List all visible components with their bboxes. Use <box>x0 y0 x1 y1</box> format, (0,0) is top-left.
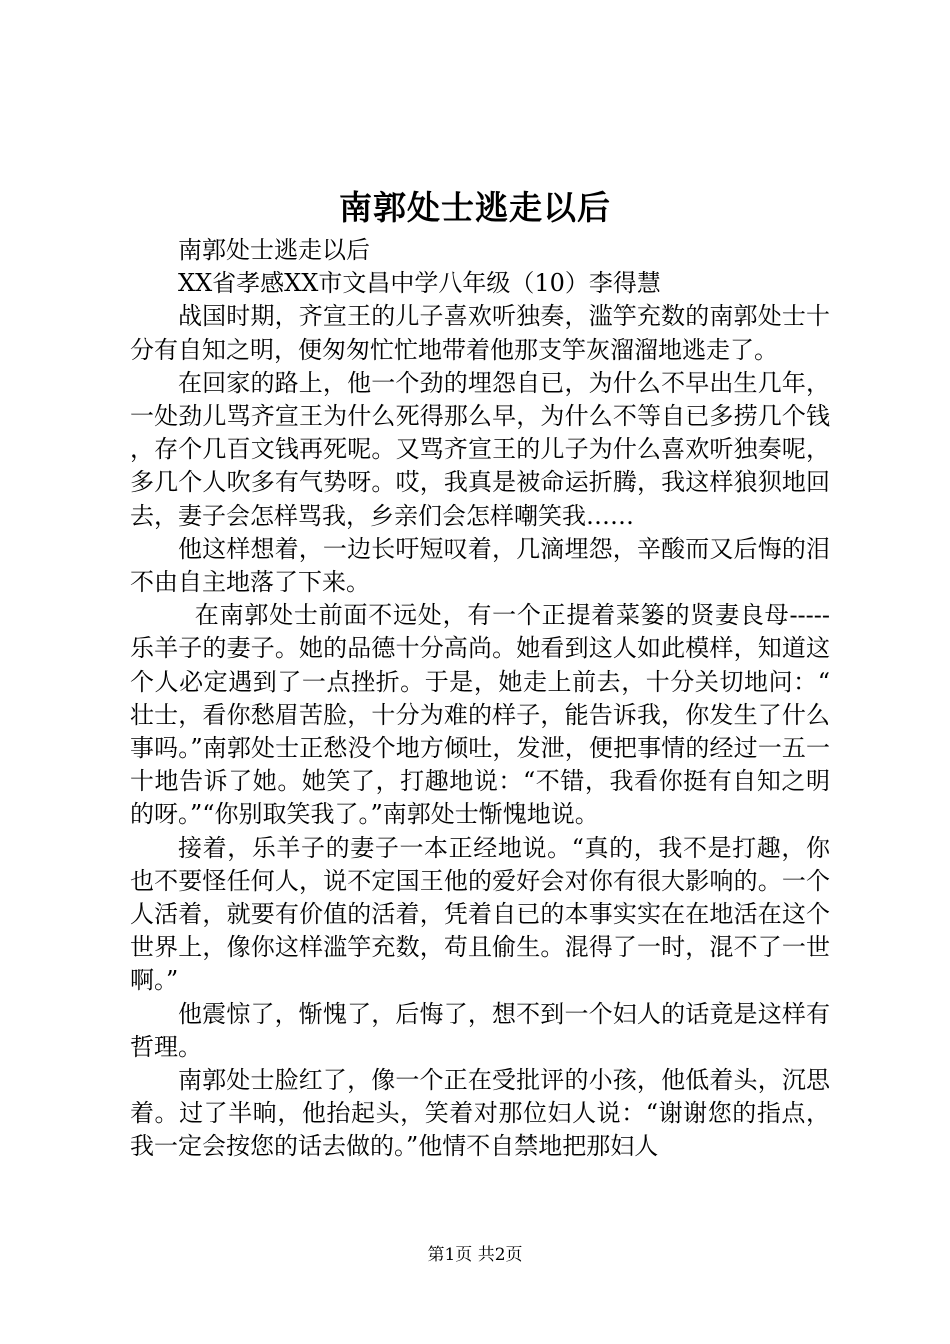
body-paragraph-3: 他这样想着，一边长吁短叹着，几滴埋怨，辛酸而又后悔的泪不由自主地落了下来。 <box>130 534 830 597</box>
page-number-footer: 第1页 共2页 <box>427 1245 523 1265</box>
body-paragraph-1: 战国时期，齐宣王的儿子喜欢听独奏，滥竽充数的南郭处士十分有自知之明，便匆匆忙忙地带着他那支竽灰溜溜地逃走了。 <box>130 302 830 364</box>
body-paragraph-2: 在回家的路上，他一个劲的埋怨自已，为什么不早出生几年，一处劲儿骂齐宣王为什么死得那么早，为什么不等自已多捞几个钱，存个几百文钱再死呢。又骂齐宣王的儿子为什么喜欢听独奏呢，多几个人吹多有气势呀。哎，我真是被命运折腾，我这样狼狈地回去，妻子会怎样骂我，乡亲们会怎样嘲笑我…… <box>130 368 830 530</box>
document-title: 南郭处士逃走以后 <box>339 188 611 227</box>
body-paragraph-5: 接着，乐羊子的妻子一本正经地说。“真的，我不是打趣，你也不要怪任何人，说不定国王他的爱好会对你有很大影响的。一个人活着，就要有价值的活着，凭着自已的本事实实在在地活在这个世界上，像你这样滥竽充数，苟且偷生。混得了一时，混不了一世啊。” <box>130 833 830 995</box>
subtitle-paragraph: 南郭处士逃走以后 <box>178 236 370 264</box>
document-body <box>130 234 830 1164</box>
author-line: XX省孝感XX市文昌中学八年级（10）李得慧 <box>178 269 661 298</box>
body-paragraph-4: 在南郭处士前面不远处，有一个正提着菜篓的贤妻良母-----乐羊子的妻子。她的品德十分高尚。她看到这人如此模样，知道这个人必定遇到了一点挫折。于是，她走上前去，十分关切地问：“壮士，看你愁眉苦脸，十分为难的样子，能告诉我，你发生了什么事吗。”南郭处士正愁没个地方倾吐，发泄，便把事情的经过一五一十地告诉了她。她笑了，打趣地说：“不错，我看你挺有自知之明的呀。”“你别取笑我了。”南郭处士惭愧地说。 <box>130 601 830 829</box>
body-paragraph-6: 他震惊了，惭愧了，后悔了，想不到一个妇人的话竟是这样有哲理。 <box>130 999 830 1061</box>
body-paragraph-7: 南郭处士脸红了，像一个正在受批评的小孩，他低着头，沉思着。过了半晌，他抬起头，笑着对那位妇人说：“谢谢您的指点，我一定会按您的话去做的。”他情不自禁地把那妇人 <box>130 1066 830 1161</box>
